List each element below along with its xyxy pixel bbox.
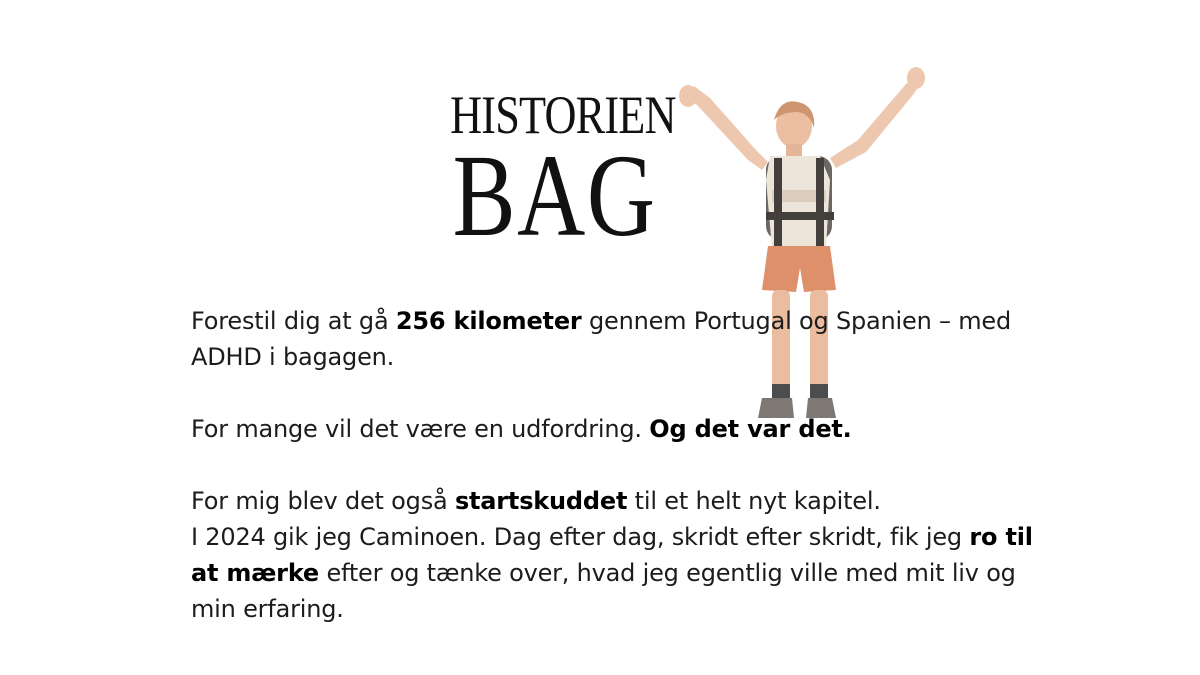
p3-text-a: For mig blev det også — [191, 487, 455, 515]
p1-bold-distance: 256 kilometer — [395, 307, 582, 335]
p3-bold-ro: ro til at mærke — [191, 523, 1033, 587]
p3-bold-startskuddet: startskuddet — [454, 487, 628, 515]
p1-text-c: gennem Portugal og Spanien – med ADHD i bagagen. — [191, 307, 1012, 371]
p1-text-a: Forestil dig at gå — [191, 307, 396, 335]
paragraph-1 — [191, 303, 1051, 375]
title-line-historien: HISTORIEN — [450, 85, 676, 145]
title-line-bag: BAG — [452, 130, 657, 261]
story-text — [191, 303, 1051, 627]
paragraph-2 — [191, 411, 1051, 447]
page-title — [428, 85, 676, 261]
p3-text-c: til et helt nyt kapitel. — [627, 487, 881, 515]
p3-text-d: I 2024 gik jeg Caminoen. Dag efter dag, skridt efter skridt, fik jeg — [191, 523, 970, 551]
p3-text-f: efter og tænke over, hvad jeg egentlig ville med mit liv og min erfaring. — [191, 559, 1016, 623]
p2-bold: Og det var det. — [649, 415, 852, 443]
p2-text-a: For mange vil det være en udfordring. — [191, 415, 650, 443]
paragraph-3 — [191, 483, 1051, 627]
